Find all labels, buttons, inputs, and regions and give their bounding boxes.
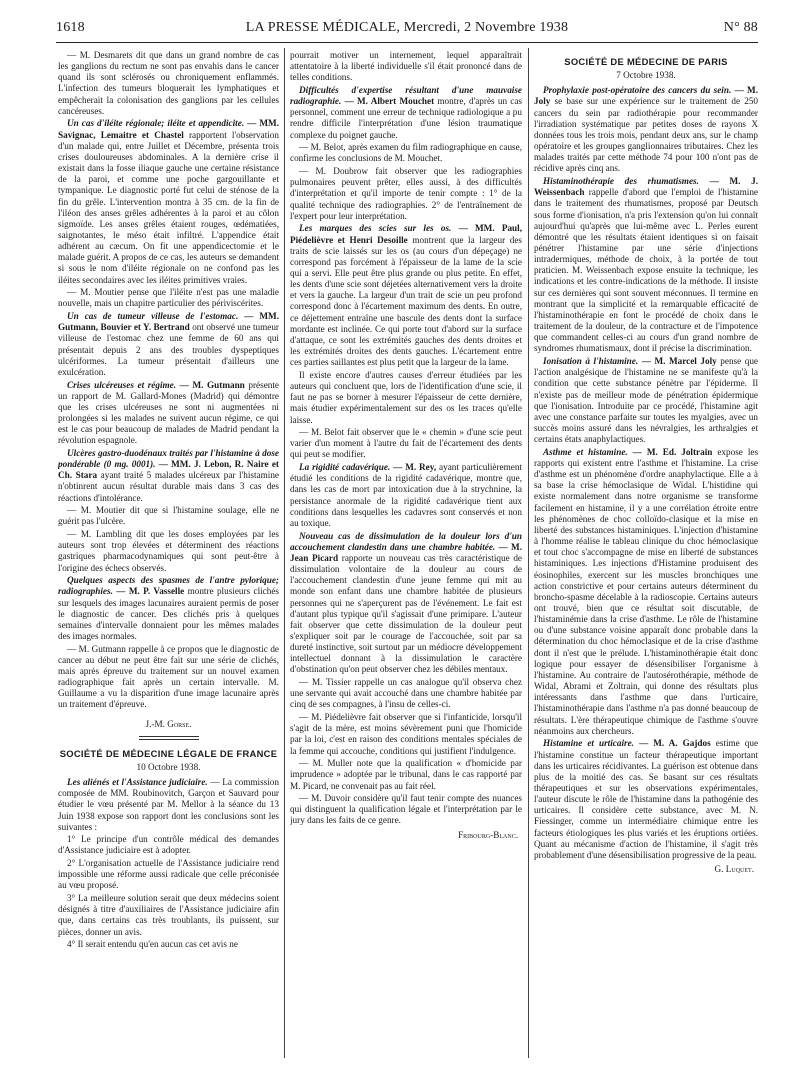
article-authors: — MM. Paul, Piédelièvre et Henri Desoille	[290, 223, 522, 245]
paragraph: — M. Muller note que la qualification « d'homicide par imprudence » adoptée par le tribunal, dans le cas rapporté par M. Picard, ne convenait pas au fait réel.	[290, 758, 522, 791]
page-number: 1618	[56, 20, 85, 35]
article-text: rapportent l'observation d'un malade qui, entre Juillet et Décembre, présenta trois crises douloureuses abdominales. A la dernière crise il existait dans la fosse iliaque gauche une certaine résistance de la paroi, et comme une poche gargouillante et tympanique. Le diagnostic porté fut celui de sténose de la fin du grêle. L'intervention montra à 35 cm. de la fin de l'iléon des anses grêles adhérentes à la paroi et au côlon sigmoïde. Les anses grêles étaient rouges, œdématiées, saignotantes, le méso était infiltré. L'appendice était adhérent au cæcum. On fit une appendicectomie et le malade guérit. A propos de ce cas, les auteurs se demandent si sous le nom d'iléite régionale on ne confond pas les iléites secondaires avec les iléites primitives vraies.	[58, 129, 279, 285]
article-rigidite	[290, 462, 522, 529]
article-title: Un cas d'iléite régionale; iléite et appendicite.	[67, 118, 245, 129]
article-ileite	[58, 118, 279, 285]
signature: G. Luquet.	[714, 864, 754, 875]
paragraph: Il existe encore d'autres causes d'erreur étudiées par les auteurs qui concluent que, lors de l'identification d'une scie, il faut ne pas se borner à mesurer l'épaisseur de cette dernière, mais étudier expérimentalement sur des os les traces qu'elle laisse.	[290, 369, 522, 425]
paragraph: — M. Lambling dit que les doses employées par les auteurs sont trop élevées et déterminent des réactions gastriques pharmacodynamiques qui sont peut-être à l'origine des échecs observés.	[58, 529, 279, 573]
article-text: pense que l'action analgésique de l'histamine ne se manifeste qu'à la condition que cette substance pénètre par l'épiderme. Il n'existe pas de meilleur mode de pénétration épidermique que l'ionisation. Introduite par ce procédé, l'histamine agit avec une constance parfaite sur toutes les myalgies, avec un succès moins assuré dans les névralgies, les arthralgies et certains états anaphylactiques.	[534, 356, 758, 445]
section-title: SOCIÉTÉ DE MÉDECINE DE PARIS	[564, 56, 728, 67]
article-authors: — M. J. Weissenbach	[534, 176, 758, 198]
article-text: montrent que la largeur des traits de scie laissés sur les os (au cours d'un dépeçage) ne correspond pas forcément à l'épaisseur de la lame de la scie qui a servi. Elle peut être plus grande ou plus petite. En effet, les dents d'une scie sont déjetées alternativement vers la droite et vers la gauche. La largeur d'un trait de scie un peu profond correspond donc à l'écartement maximum des dents. En outre, ce déjettement entraîne une bascule des dents dont la surface mordante est inclinée. Ce qui porte tout d'abord sur la surface d'attaque, ce sont les extrémités gauches des dents droites et les extrémités droites des dents gauches. L'écartement entre ces parties saillantes est plus petit que la largeur de la lame.	[290, 234, 522, 368]
article-spasmes	[58, 575, 279, 642]
article-text: rapporte un nouveau cas très caractéristique de dissimulation volontaire de la douleur au cours de l'accouchement clandestin d'une jeune femme qui mit au monde son enfant dans une chambre habitée de plusieurs personnes qui ne s'aperçurent pas de l'événement. Le fait est d'autant plus typique qu'il s'agissait d'une primipare. L'auteur fait observer que cette dissimulation de la douleur peut s'expliquer soit par le courage de l'accouchée, soit par sa dureté instinctive, soit surtout par un médiocre développement intellectuel donnant à la dissimulation le caractère d'obstination qu'on peut observer chez les débiles mentaux.	[290, 552, 522, 675]
article-authors: — M. Joly	[534, 85, 758, 107]
article-text: se base sur une expérience sur le traitement de 250 cancers du sein par radiothérapie pour recommander l'irradiation systématique par petites doses de rayons X données tous les trois mois, pendant deux ans, sur le champ opératoire et les groupes ganglionnaires tributaires. Chez les malades traités par cette méthode 74 pour 100 n'ont pas de récidive après cinq ans.	[534, 96, 758, 174]
article-title: Les marques des scies sur les os.	[299, 223, 452, 234]
column-1	[58, 50, 279, 1070]
list-item: 4° Il serait entendu qu'en aucun cas cet avis ne	[67, 939, 238, 950]
journal-title: LA PRESSE MÉDICALE, Mercredi, 2 Novembre 1938	[245, 20, 569, 35]
paragraph: — M. Tissier rappelle un cas analogue qu'il observa chez une servante qui avait accouché dans une chambre habitée par cinq de ses compagnes, à l'insu de celles-ci.	[290, 677, 522, 710]
article-histaminotherapie	[534, 176, 758, 355]
article-title: Quelques aspects des spasmes de l'antre pylorique; radiographies.	[58, 575, 279, 597]
page-header	[56, 20, 758, 42]
article-text: ont observé une tumeur villeuse de l'estomac chez une femme de 60 ans qui présentait depuis 2 ans des troubles dyspeptiques ulcériformes. La tumeur présentait d'ailleurs une exulcération.	[58, 322, 279, 377]
column-3	[534, 50, 758, 1070]
section-date: 10 Octobre 1938.	[136, 761, 201, 772]
article-text: montre plusieurs clichés sur lesquels des images lacunaires auraient permis de poser le diagnostic de cancer. Des clichés pris à quelques semaines d'intervalle donnaient pour les mêmes malades des images normales.	[58, 586, 279, 641]
article-text: estime que l'histamine constitue un facteur thérapeutique important dans les urticaires récidivantes. La guérison est obtenue dans plus de la moitié des cas. Se basant sur ces résultats thérapeutiques et sur les observations expérimentales, l'auteur discute le rôle de l'histamine dans la pathogénie des urticaires. Il considère cette substance, avec M. N. Fiessinger, comme un intermédiaire chimique entre les facteurs étiologiques les plus variés et les éruptions ortiées. Quant au mécanisme d'action de l'histamine, il s'agit très probablement d'une désensibilisation progressive de la peau.	[534, 738, 758, 860]
list-item: 2° L'organisation actuelle de l'Assistance judiciaire rend impossible une réforme aussi radicale que celle préconisée au vœu proposé.	[58, 858, 279, 891]
signature: Fribourg-Blanc.	[458, 829, 518, 840]
article-authors: — M. Albert Mouchet	[344, 96, 435, 107]
paragraph: — M. Piédelièvre fait observer que si l'infanticide, lorsqu'il s'agit de la mère, est moins sévèrement puni que l'homicide par la loi, c'est en raison des conditions mentales spéciales de la femme qui accouche, conditions qui justifient l'indulgence.	[290, 712, 522, 756]
article-title: Crises ulcéreuses et régime.	[67, 379, 177, 390]
signature: J.-M. Gorse.	[145, 718, 192, 729]
article-urticaire	[534, 738, 758, 861]
list-item: 3° La meilleure solution serait que deux médecins soient désignés à titre d'auxiliaires de l'Assistance judiciaire afin que, dans certains cas très troublants, ils puissent, sur pièces, donner un avis.	[58, 893, 279, 937]
article-title: Les aliénés et l'Assistance judiciaire.	[67, 777, 208, 788]
article-authors: — M. P. Vasselle	[116, 586, 185, 597]
article-title: Prophylaxie post-opératoire des cancers du sein.	[543, 85, 732, 96]
column-2	[290, 50, 522, 1070]
header-rule	[56, 42, 758, 43]
article-text: expose les rapports qui existent entre l'asthme et l'histamine. La crise d'asthme est un phénomène d'ordre anaphylactique. Elle a à sa base la crise hémoclasique de Widal. L'histidine qui existe normalement dans notre organisme se transforme facilement en histamine, il y a une corrélation étroite entre les phénomènes de choc colloïdo-clasique et la mise en liberté des substances histaminiques. L'injection d'histamine à l'homme réalise le tableau clinique du choc hémoclasique et tout choc s'accompagne de mise en liberté de substances histaminiques. Les injections d'Histamine produisent des éosinophiles, exercent sur les muscles bronchiques une action constrictive et pour certains auteurs déterminent du broncho-spasme décelable à la radioscopie. Certains auteurs ont trouvé, bien que ce résultat soit discutable, de l'histaminémie dans la crise d'asthme. Le rôle de l'histamine ou d'une substance voisine apparaît donc probable dans la détermination du choc hémoclasique et de la crise d'asthme dont il n'est que le prélude. L'histaminothérapie était donc logique pour essayer de désensibiliser l'organisme à l'histamine. Au contraire de l'autosérothérapie, méthode de Widal, Abrami et Zoltrain, qui donne des résultats plus intéressants dans l'asthme que dans l'urticaire, l'histaminothérapie dans l'asthme n'a pas donné beaucoup de résultats. L'ère thérapeutique chimique de l'asthme s'ouvre néanmoins aux chercheurs.	[534, 446, 758, 736]
article-text: ayant traité 5 malades ulcéreux par l'histamine n'obtinrent aucun résultat durable mais dans 3 cas des réactions d'intolérance.	[58, 470, 279, 503]
article-title: Histamine et urticaire.	[543, 738, 634, 749]
article-prophylaxie	[534, 85, 758, 174]
paragraph: — M. Gutmann rappelle à ce propos que le diagnostic de cancer au début ne peut être fait sur une série de clichés, mais après épreuve du traitement sur un nouvel examen radiographique fait après un certain intervalle. M. Guillaume a vu la disparition d'une image lacunaire après un traitement d'épreuve.	[58, 643, 279, 710]
paragraph: — M. Desmarets dit que dans un grand nombre de cas les ganglions du rectum ne sont pas envahis dans le cancer quand ils sont sclérosés ou chroniquement enflammés. L'infection des tumeurs bloquerait les lymphatiques et empêcherait la colonisation des ganglions par les cellules cancéreuses.	[58, 50, 279, 116]
paragraph: — M. Moutier pense que l'iléite n'est pas une maladie nouvelle, mais un chapitre particulier des périviscérites.	[58, 287, 279, 309]
column-divider	[528, 48, 529, 1058]
article-text: montre, d'après un cas personnel, comment une erreur de technique radiologique a pu rendre difficile l'interprétation d'une lésion traumatique complexe du poignet gauche.	[290, 96, 522, 140]
section-title: SOCIÉTÉ DE MÉDECINE LÉGALE DE FRANCE	[59, 747, 278, 759]
list-item: 1° Le principe d'un contrôle médical des demandes d'Assistance judiciaire est à adopter.	[58, 834, 279, 856]
paragraph: — M. Moutier dit que si l'histamine soulage, elle ne guérit pas l'ulcère.	[58, 505, 279, 527]
article-crises	[58, 380, 279, 447]
article-text: rappelle d'abord que l'emploi de l'histamine dans le traitement des rhumatismes, proposé par Deutsch sous forme d'ionisation, n'a pris l'extension qu'on lui connaît aujourd'hui qu'après que lui-même avec L. Perles eurent démontré que les résultats étaient identiques si on faisait pénétrer l'histamine par une série d'injections intradermiques, méthode de choix, à la portée de tout praticien. M. Weissenbach expose ensuite la technique, les indications et les contre-indications de la méthode. Il insiste sur ces dernières qui sont souvent méconnues. Il termine en montrant que la simplicité et la remarquable efficacité de l'histaminothérapie en font le procédé de choix dans le traitement de la douleur, de la contracture et de l'impotence que commandent celles-ci au cours d'un grand nombre de syndromes rhumatismaux, dont il précise la discrimination.	[534, 187, 758, 354]
article-expertise	[290, 85, 522, 141]
article-authors: — MM. J. Lebon, R. Naire et Ch. Stara	[58, 459, 279, 481]
paragraph: — M. Belot fait observer que le « chemin » d'une scie peut varier d'un moment à l'autre du fait de l'écartement des dents qui peut se modifier.	[290, 427, 522, 460]
article-dissimulation	[290, 531, 522, 676]
article-text: présente un rapport de M. Gallard-Mones (Madrid) qui démontre que les crises ulcéreuses ne sont ni augmentées ni prolongées si les malades ne suivent aucun régime, ce qui est le cas pour beaucoup de malades de Madrid pendant la révolution espagnole.	[58, 379, 279, 446]
paragraph: — M. Doubrow fait observer que les radiographies pulmonaires peuvent prêter, elles aussi, à des difficultés d'interprétation et qu'il importe de tenir compte : 1° de la qualité technique des radiographies. 2° de l'entraînement de l'expert pour leur interprétation.	[290, 166, 522, 221]
article-title: Nouveau cas de dissimulation de la douleur lors d'un accouchement clandestin dans une chambre habitée.	[290, 530, 522, 552]
article-tumeur	[58, 311, 279, 378]
article-ulceres	[58, 448, 279, 504]
article-title: Ionisation à l'histamine.	[543, 356, 639, 367]
article-alienes	[58, 777, 279, 833]
paragraph: pourrait motiver un internement, lequel apparaîtrait attentatoire à la liberté individuelle s'il était prononcé dans de telles conditions.	[290, 50, 522, 83]
article-title: Difficultés d'expertise résultant d'une mauvaise radiographie.	[290, 84, 522, 107]
article-text: — La commission composée de MM. Roubinovitch, Garçon et Sauvard pour étudier le vœu présenté par M. Mellor à la séance du 13 Juin 1938 expose son rapport dont les conclusions sont les suivantes :	[58, 777, 279, 832]
article-authors: — M. Jean Picard	[290, 541, 522, 563]
article-authors: — M. A. Gajdos	[638, 738, 711, 749]
article-text: ayant particulièrement étudié les conditions de la rigidité cadavérique, montre que, dans les cas de mort par intoxication due à la strychnine, la persistance anormale de la rigidité cadavérique tient aux conditions dans lesquelles les cadavres sont conservés et non au toxique.	[290, 462, 522, 528]
article-title: Un cas de tumeur villeuse de l'estomac.	[67, 311, 239, 322]
article-authors: — M. Marcel Joly	[641, 356, 717, 367]
article-title: Histaminothérapie des rhumatismes.	[543, 176, 699, 187]
article-title: La rigidité cadavérique.	[299, 462, 391, 473]
article-title: Ulcères gastro-duodénaux traités par l'histamine à dose pondérable (0 mg. 0001).	[58, 447, 279, 470]
column-divider	[284, 48, 285, 1058]
article-asthme	[534, 447, 758, 737]
issue-number: N° 88	[723, 20, 758, 35]
article-scies	[290, 223, 522, 368]
article-authors: — MM. Savignac, Lemaitre et Chastel	[58, 118, 279, 140]
article-authors: — M. Ed. Joltrain	[632, 446, 713, 457]
article-title: Asthme et histamine.	[543, 446, 628, 457]
paragraph: — M. Belot, après examen du film radiographique en cause, confirme les conclusions de M. Mouchet.	[290, 142, 522, 164]
article-authors: — M. Rey,	[393, 462, 437, 473]
section-separator	[139, 736, 199, 740]
section-date: 7 Octobre 1938.	[616, 70, 676, 81]
article-authors: — M. Gutmann	[179, 379, 245, 390]
article-authors: — MM. Gutmann, Bouvier et Y. Bertrand	[58, 311, 279, 333]
article-ionisation	[534, 356, 758, 445]
paragraph: — M. Duvoir considère qu'il faut tenir compte des nuances qui distinguent la qualification légale et l'interprétation par le jury dans les faits de ce genre.	[290, 793, 522, 826]
